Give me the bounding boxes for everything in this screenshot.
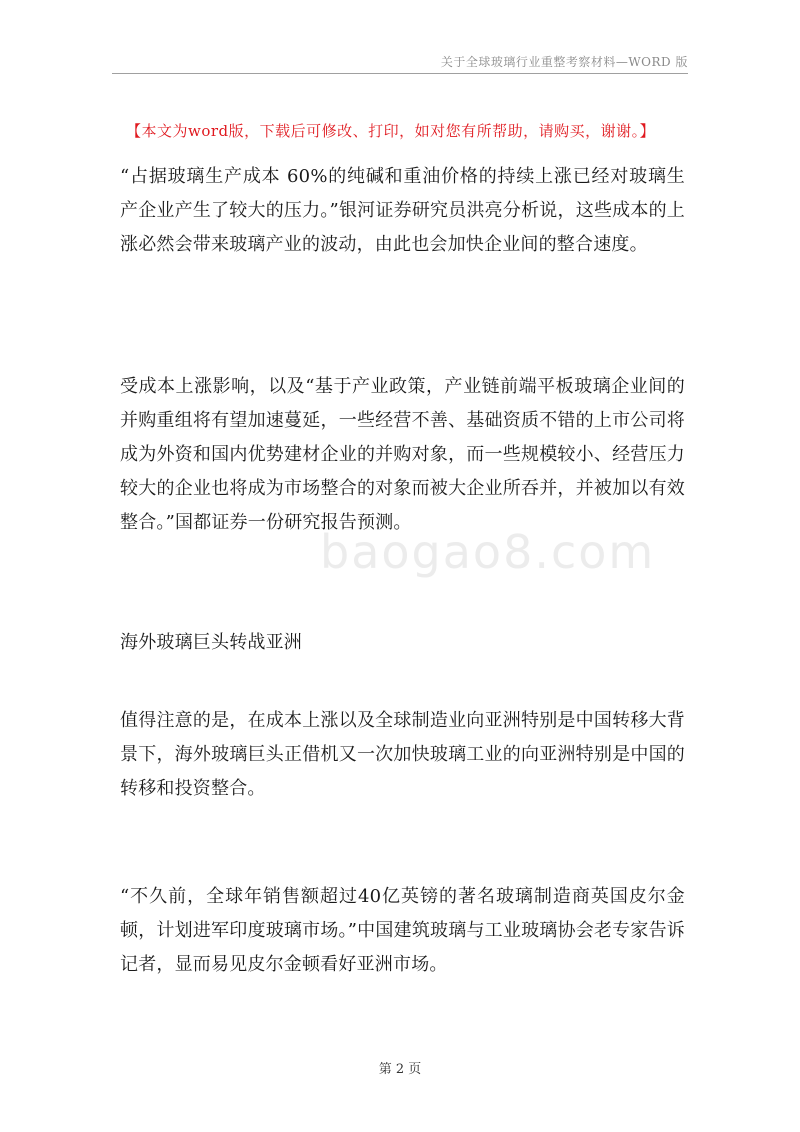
download-notice: 【本文为word版，下载后可修改、打印，如对您有所帮助，请购买，谢谢。】 [126,122,656,140]
page-header: 关于全球玻璃行业重整考察材料—WORD 版 [440,55,688,69]
section-heading: 海外玻璃巨头转战亚洲 [120,632,302,653]
watermark: baogao8.com [320,525,656,579]
page-number: 第 2 页 [378,1062,422,1077]
paragraph-3: 值得注意的是，在成本上涨以及全球制造业向亚洲特别是中国转移大背景下，海外玻璃巨头正借机又一次加快玻璃工业的向亚洲特别是中国的转移和投资整合。 [120,710,685,799]
paragraph-1: “占据玻璃生产成本 60%的纯碱和重油价格的持续上涨已经对玻璃生产企业产生了较大的压力。”银河证券研究员洪亮分析说，这些成本的上涨必然会带来玻璃产业的波动，由此也会加快企业间的整合速度。 [120,166,685,255]
header-divider [112,73,688,74]
paragraph-4: “不久前，全球年销售额超过40亿英镑的著名玻璃制造商英国皮尔金顿，计划进军印度玻璃市场。”中国建筑玻璃与工业玻璃协会老专家告诉记者，显而易见皮尔金顿看好亚洲市场。 [120,886,685,975]
paragraph-2: 受成本上涨影响，以及“基于产业政策，产业链前端平板玻璃企业间的并购重组将有望加速蔓延，一些经营不善、基础资质不错的上市公司将成为外资和国内优势建材企业的并购对象，而一些规模较小、经营压力较大的企业也将成为市场整合的对象而被大企业所吞并，并被加以有效整合。”国都证券一份研究报告预测。 [120,376,685,533]
